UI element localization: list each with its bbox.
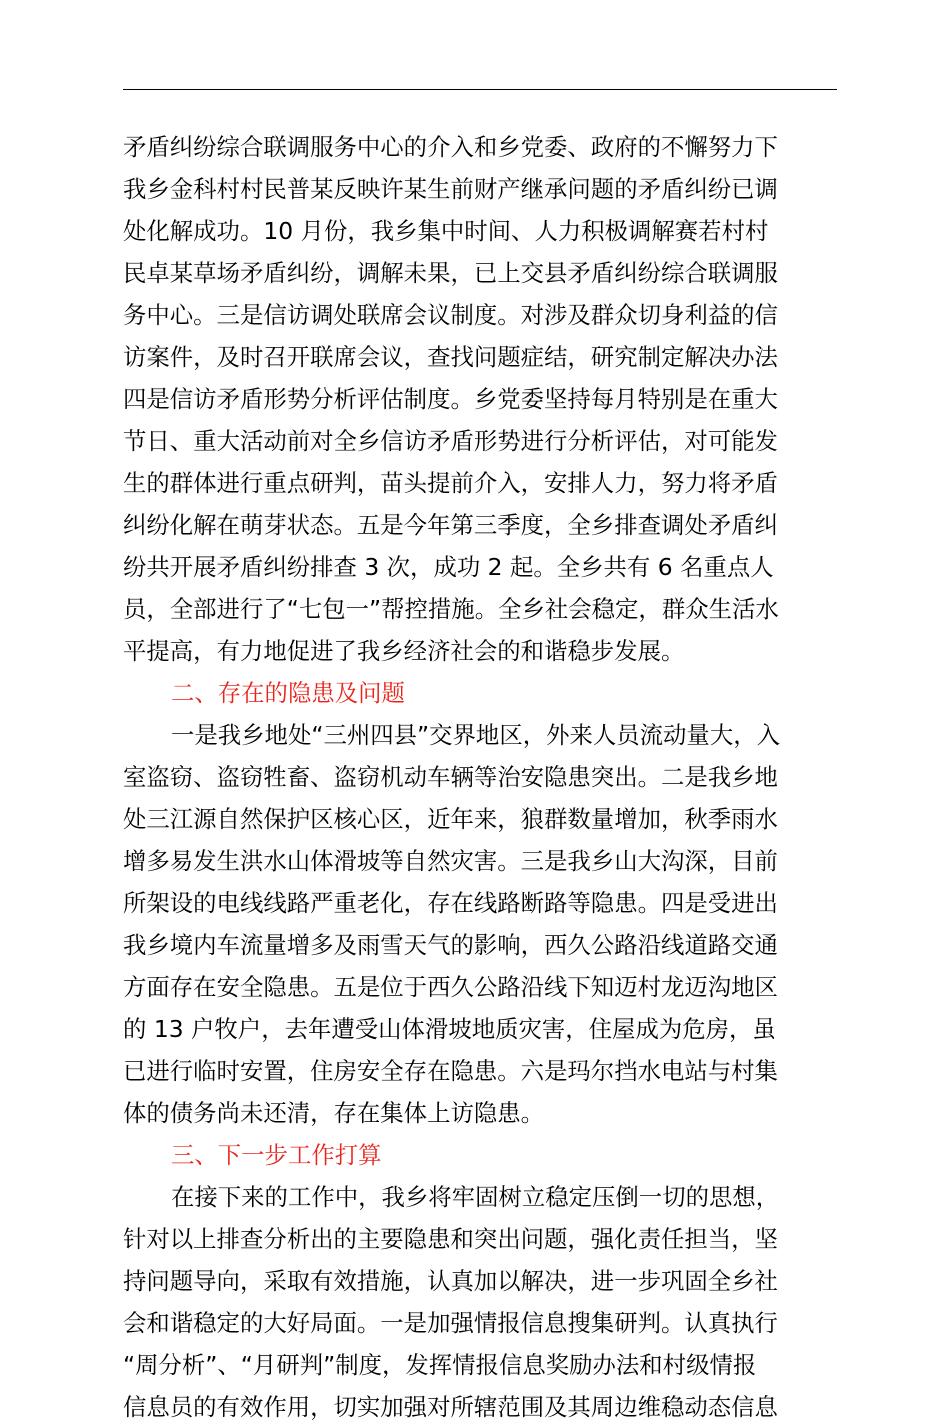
text-line: 四是信访矛盾形势分析评估制度。乡党委坚持每月特别是在重大 bbox=[123, 385, 778, 413]
text-line: 室盗窃、盗窃牲畜、盗窃机动车辆等治安隐患突出。二是我乡地 bbox=[123, 763, 778, 791]
text-line: 访案件，及时召开联席会议，查找问题症结，研究制定解决办法 bbox=[123, 343, 778, 371]
text-line: 纠纷化解在萌芽状态。五是今年第三季度，全乡排查调处矛盾纠 bbox=[123, 511, 778, 539]
text-line: 我乡境内车流量增多及雨雪天气的影响，西久公路沿线道路交通 bbox=[123, 931, 778, 959]
text-line: 务中心。三是信访调处联席会议制度。对涉及群众切身利益的信 bbox=[123, 301, 778, 329]
text-line: 已进行临时安置，住房安全存在隐患。六是玛尔挡水电站与村集 bbox=[123, 1057, 778, 1085]
text-line: 所架设的电线线路严重老化，存在线路断路等隐患。四是受进出 bbox=[123, 889, 778, 917]
text-line: 民卓某草场矛盾纠纷，调解未果，已上交县矛盾纠纷综合联调服 bbox=[123, 259, 778, 287]
text-line: 员，全部进行了“七包一”帮控措施。全乡社会稳定，群众生活水 bbox=[123, 595, 779, 623]
header-rule bbox=[123, 89, 837, 90]
document-body bbox=[123, 126, 839, 1428]
text-line: 会和谐稳定的大好局面。一是加强情报信息搜集研判。认真执行 bbox=[123, 1309, 778, 1337]
section-heading: 三、下一步工作打算 bbox=[171, 1141, 382, 1169]
text-line: 平提高，有力地促进了我乡经济社会的和谐稳步发展。 bbox=[123, 637, 685, 665]
text-line: 针对以上排查分析出的主要隐患和突出问题，强化责任担当，坚 bbox=[123, 1225, 778, 1253]
text-line: 体的债务尚未还清，存在集体上访隐患。 bbox=[123, 1099, 545, 1127]
text-line: 我乡金科村村民普某反映许某生前财产继承问题的矛盾纠纷已调 bbox=[123, 175, 778, 203]
text-line: 矛盾纠纷综合联调服务中心的介入和乡党委、政府的不懈努力下 bbox=[123, 133, 778, 161]
text-line: 处化解成功。10 月份，我乡集中时间、人力积极调解赛若村村 bbox=[123, 217, 769, 245]
text-line: 纷共开展矛盾纠纷排查 3 次，成功 2 起。全乡共有 6 名重点人 bbox=[123, 553, 774, 581]
section-heading: 二、存在的隐患及问题 bbox=[171, 679, 405, 707]
text-line: 处三江源自然保护区核心区，近年来，狼群数量增加，秋季雨水 bbox=[123, 805, 778, 833]
text-line: “周分析”、“月研判”制度，发挥情报信息奖励办法和村级情报 bbox=[123, 1351, 757, 1379]
text-line: 持问题导向，采取有效措施，认真加以解决，进一步巩固全乡社 bbox=[123, 1267, 778, 1295]
text-line: 节日、重大活动前对全乡信访矛盾形势进行分析评估，对可能发 bbox=[123, 427, 778, 455]
paragraph-first-line: 在接下来的工作中，我乡将牢固树立稳定压倒一切的思想， bbox=[171, 1183, 780, 1211]
text-line: 方面存在安全隐患。五是位于西久公路沿线下知迈村龙迈沟地区 bbox=[123, 973, 778, 1001]
text-line: 的 13 户牧户，去年遭受山体滑坡地质灾害，住屋成为危房，虽 bbox=[123, 1015, 776, 1043]
text-line: 生的群体进行重点研判，苗头提前介入，安排人力，努力将矛盾 bbox=[123, 469, 778, 497]
text-line: 增多易发生洪水山体滑坡等自然灾害。三是我乡山大沟深，目前 bbox=[123, 847, 778, 875]
text-line: 信息员的有效作用，切实加强对所辖范围及其周边维稳动态信息 bbox=[123, 1393, 778, 1421]
paragraph-first-line: 一是我乡地处“三州四县”交界地区，外来人员流动量大，入 bbox=[171, 721, 780, 749]
